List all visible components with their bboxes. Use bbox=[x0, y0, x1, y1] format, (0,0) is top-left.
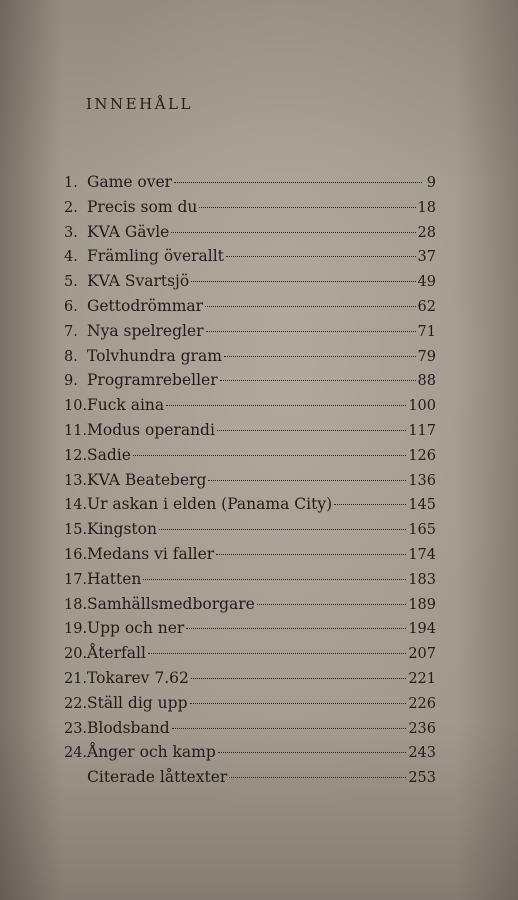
toc-entry bbox=[64, 616, 436, 641]
chapter-title: Upp och ner bbox=[87, 619, 185, 638]
chapter-title: Gettodrömmar bbox=[87, 296, 204, 315]
toc-entry bbox=[64, 666, 436, 691]
page-number: 100 bbox=[408, 398, 436, 415]
dot-leader bbox=[216, 553, 406, 555]
page-number: 71 bbox=[417, 323, 436, 340]
dot-leader bbox=[174, 181, 422, 183]
page-number: 88 bbox=[417, 373, 436, 390]
chapter-title: Fuck aina bbox=[87, 396, 165, 415]
table-of-contents bbox=[64, 170, 436, 790]
chapter-number: 6. bbox=[64, 298, 78, 315]
chapter-number: 18. bbox=[64, 596, 88, 613]
dot-leader bbox=[191, 280, 415, 282]
chapter-title: Ånger och kamp bbox=[87, 743, 216, 762]
page-number: 18 bbox=[417, 199, 436, 216]
chapter-title: Ställ dig upp bbox=[87, 693, 188, 712]
chapter-number: 20. bbox=[64, 646, 88, 663]
dot-leader bbox=[190, 702, 407, 704]
chapter-title: Citerade låttexter bbox=[87, 768, 228, 787]
page-number: 9 bbox=[426, 175, 436, 191]
chapter-title: Ur askan i elden (Panama City) bbox=[87, 495, 333, 514]
page-number: 243 bbox=[408, 745, 436, 762]
dot-leader bbox=[171, 231, 415, 233]
dot-leader bbox=[226, 255, 416, 257]
chapter-number: 8. bbox=[64, 348, 78, 365]
chapter-number: 13. bbox=[64, 472, 88, 489]
chapter-number: 16. bbox=[64, 546, 88, 563]
dot-leader bbox=[257, 603, 406, 605]
chapter-number: 7. bbox=[64, 323, 78, 340]
chapter-number: 3. bbox=[64, 224, 78, 241]
page-number: 253 bbox=[408, 770, 436, 787]
page-number: 236 bbox=[408, 720, 436, 737]
toc-entry bbox=[64, 294, 436, 319]
page-number: 126 bbox=[408, 447, 436, 464]
chapter-title: Sadie bbox=[87, 445, 131, 464]
chapter-number: 10. bbox=[64, 398, 88, 415]
toc-entry bbox=[64, 368, 436, 393]
page-number: 62 bbox=[417, 298, 436, 315]
chapter-title: Främling överallt bbox=[87, 247, 224, 266]
toc-entry bbox=[64, 269, 436, 294]
dot-leader bbox=[166, 404, 406, 406]
toc-entry bbox=[64, 418, 436, 443]
chapter-title: KVA Beateberg bbox=[87, 470, 207, 489]
chapter-title: Nya spelregler bbox=[87, 321, 204, 340]
page-number: 189 bbox=[408, 596, 436, 613]
dot-leader bbox=[143, 578, 406, 580]
toc-entry bbox=[64, 344, 436, 369]
chapter-number: 24. bbox=[64, 745, 88, 762]
page-number: 183 bbox=[408, 571, 436, 588]
toc-entry bbox=[64, 319, 436, 344]
chapter-number: 15. bbox=[64, 522, 88, 539]
chapter-title: Medans vi faller bbox=[87, 544, 215, 563]
toc-entry bbox=[64, 195, 436, 220]
chapter-number: 21. bbox=[64, 670, 88, 687]
dot-leader bbox=[218, 751, 407, 753]
dot-leader bbox=[133, 454, 406, 456]
toc-entry bbox=[64, 393, 436, 418]
page-number: 136 bbox=[408, 472, 436, 489]
chapter-title: Modus operandi bbox=[87, 420, 215, 439]
chapter-number: 19. bbox=[64, 621, 88, 638]
page-number: 117 bbox=[408, 422, 436, 439]
toc-entry bbox=[64, 220, 436, 245]
dot-leader bbox=[208, 479, 406, 481]
chapter-title: KVA Gävle bbox=[87, 222, 170, 241]
dot-leader bbox=[206, 330, 416, 332]
chapter-title: Blodsband bbox=[87, 718, 170, 737]
dot-leader bbox=[148, 652, 406, 654]
chapter-title: Återfall bbox=[87, 644, 146, 663]
page-number: 165 bbox=[408, 522, 436, 539]
toc-entry bbox=[64, 716, 436, 741]
page-number: 49 bbox=[417, 274, 436, 291]
page-number: 221 bbox=[408, 670, 436, 687]
toc-entry bbox=[64, 740, 436, 765]
chapter-number: 23. bbox=[64, 720, 88, 737]
chapter-title: KVA Svartsjö bbox=[87, 272, 190, 291]
dot-leader bbox=[217, 429, 406, 431]
toc-entry bbox=[64, 244, 436, 269]
chapter-title: Tolvhundra gram bbox=[87, 346, 222, 365]
chapter-number: 14. bbox=[64, 497, 88, 514]
dot-leader bbox=[205, 305, 415, 307]
dot-leader bbox=[220, 379, 416, 381]
toc-entry bbox=[64, 517, 436, 542]
page-number: 28 bbox=[417, 224, 436, 241]
dot-leader bbox=[186, 627, 406, 629]
page-number: 226 bbox=[408, 695, 436, 712]
toc-entry bbox=[64, 641, 436, 666]
dot-leader bbox=[229, 776, 406, 778]
toc-entry bbox=[64, 443, 436, 468]
dot-leader bbox=[191, 677, 406, 679]
page-number: 207 bbox=[408, 646, 436, 663]
page-number: 37 bbox=[417, 249, 436, 266]
chapter-number: 9. bbox=[64, 373, 78, 390]
toc-entry bbox=[64, 691, 436, 716]
dot-leader bbox=[224, 355, 416, 357]
chapter-title: Hatten bbox=[87, 569, 142, 588]
chapter-number: 4. bbox=[64, 249, 78, 266]
chapter-title: Programrebeller bbox=[87, 371, 218, 390]
page-number: 174 bbox=[408, 546, 436, 563]
chapter-number: 11. bbox=[64, 422, 88, 439]
chapter-title: Samhällsmedborgare bbox=[87, 594, 255, 613]
toc-entry bbox=[64, 170, 436, 195]
chapter-number: 1. bbox=[64, 175, 78, 191]
toc-entry bbox=[64, 542, 436, 567]
dot-leader bbox=[199, 206, 415, 208]
page-number: 145 bbox=[408, 497, 436, 514]
toc-heading: INNEHÅLL bbox=[86, 95, 193, 113]
page-number: 194 bbox=[408, 621, 436, 638]
chapter-title: Game over bbox=[87, 173, 173, 191]
toc-entry bbox=[64, 567, 436, 592]
toc-entry bbox=[64, 592, 436, 617]
chapter-title: Tokarev 7.62 bbox=[87, 668, 189, 687]
chapter-number: 2. bbox=[64, 199, 78, 216]
dot-leader bbox=[172, 727, 407, 729]
dot-leader bbox=[334, 503, 406, 505]
toc-entry bbox=[64, 492, 436, 517]
dot-leader bbox=[159, 528, 406, 530]
page-number: 79 bbox=[417, 348, 436, 365]
chapter-number: 12. bbox=[64, 447, 88, 464]
chapter-number: 5. bbox=[64, 274, 78, 291]
chapter-title: Precis som du bbox=[87, 197, 198, 216]
chapter-number: 17. bbox=[64, 571, 88, 588]
chapter-title: Kingston bbox=[87, 520, 157, 539]
toc-entry bbox=[64, 765, 436, 790]
toc-entry bbox=[64, 468, 436, 493]
chapter-number: 22. bbox=[64, 695, 88, 712]
